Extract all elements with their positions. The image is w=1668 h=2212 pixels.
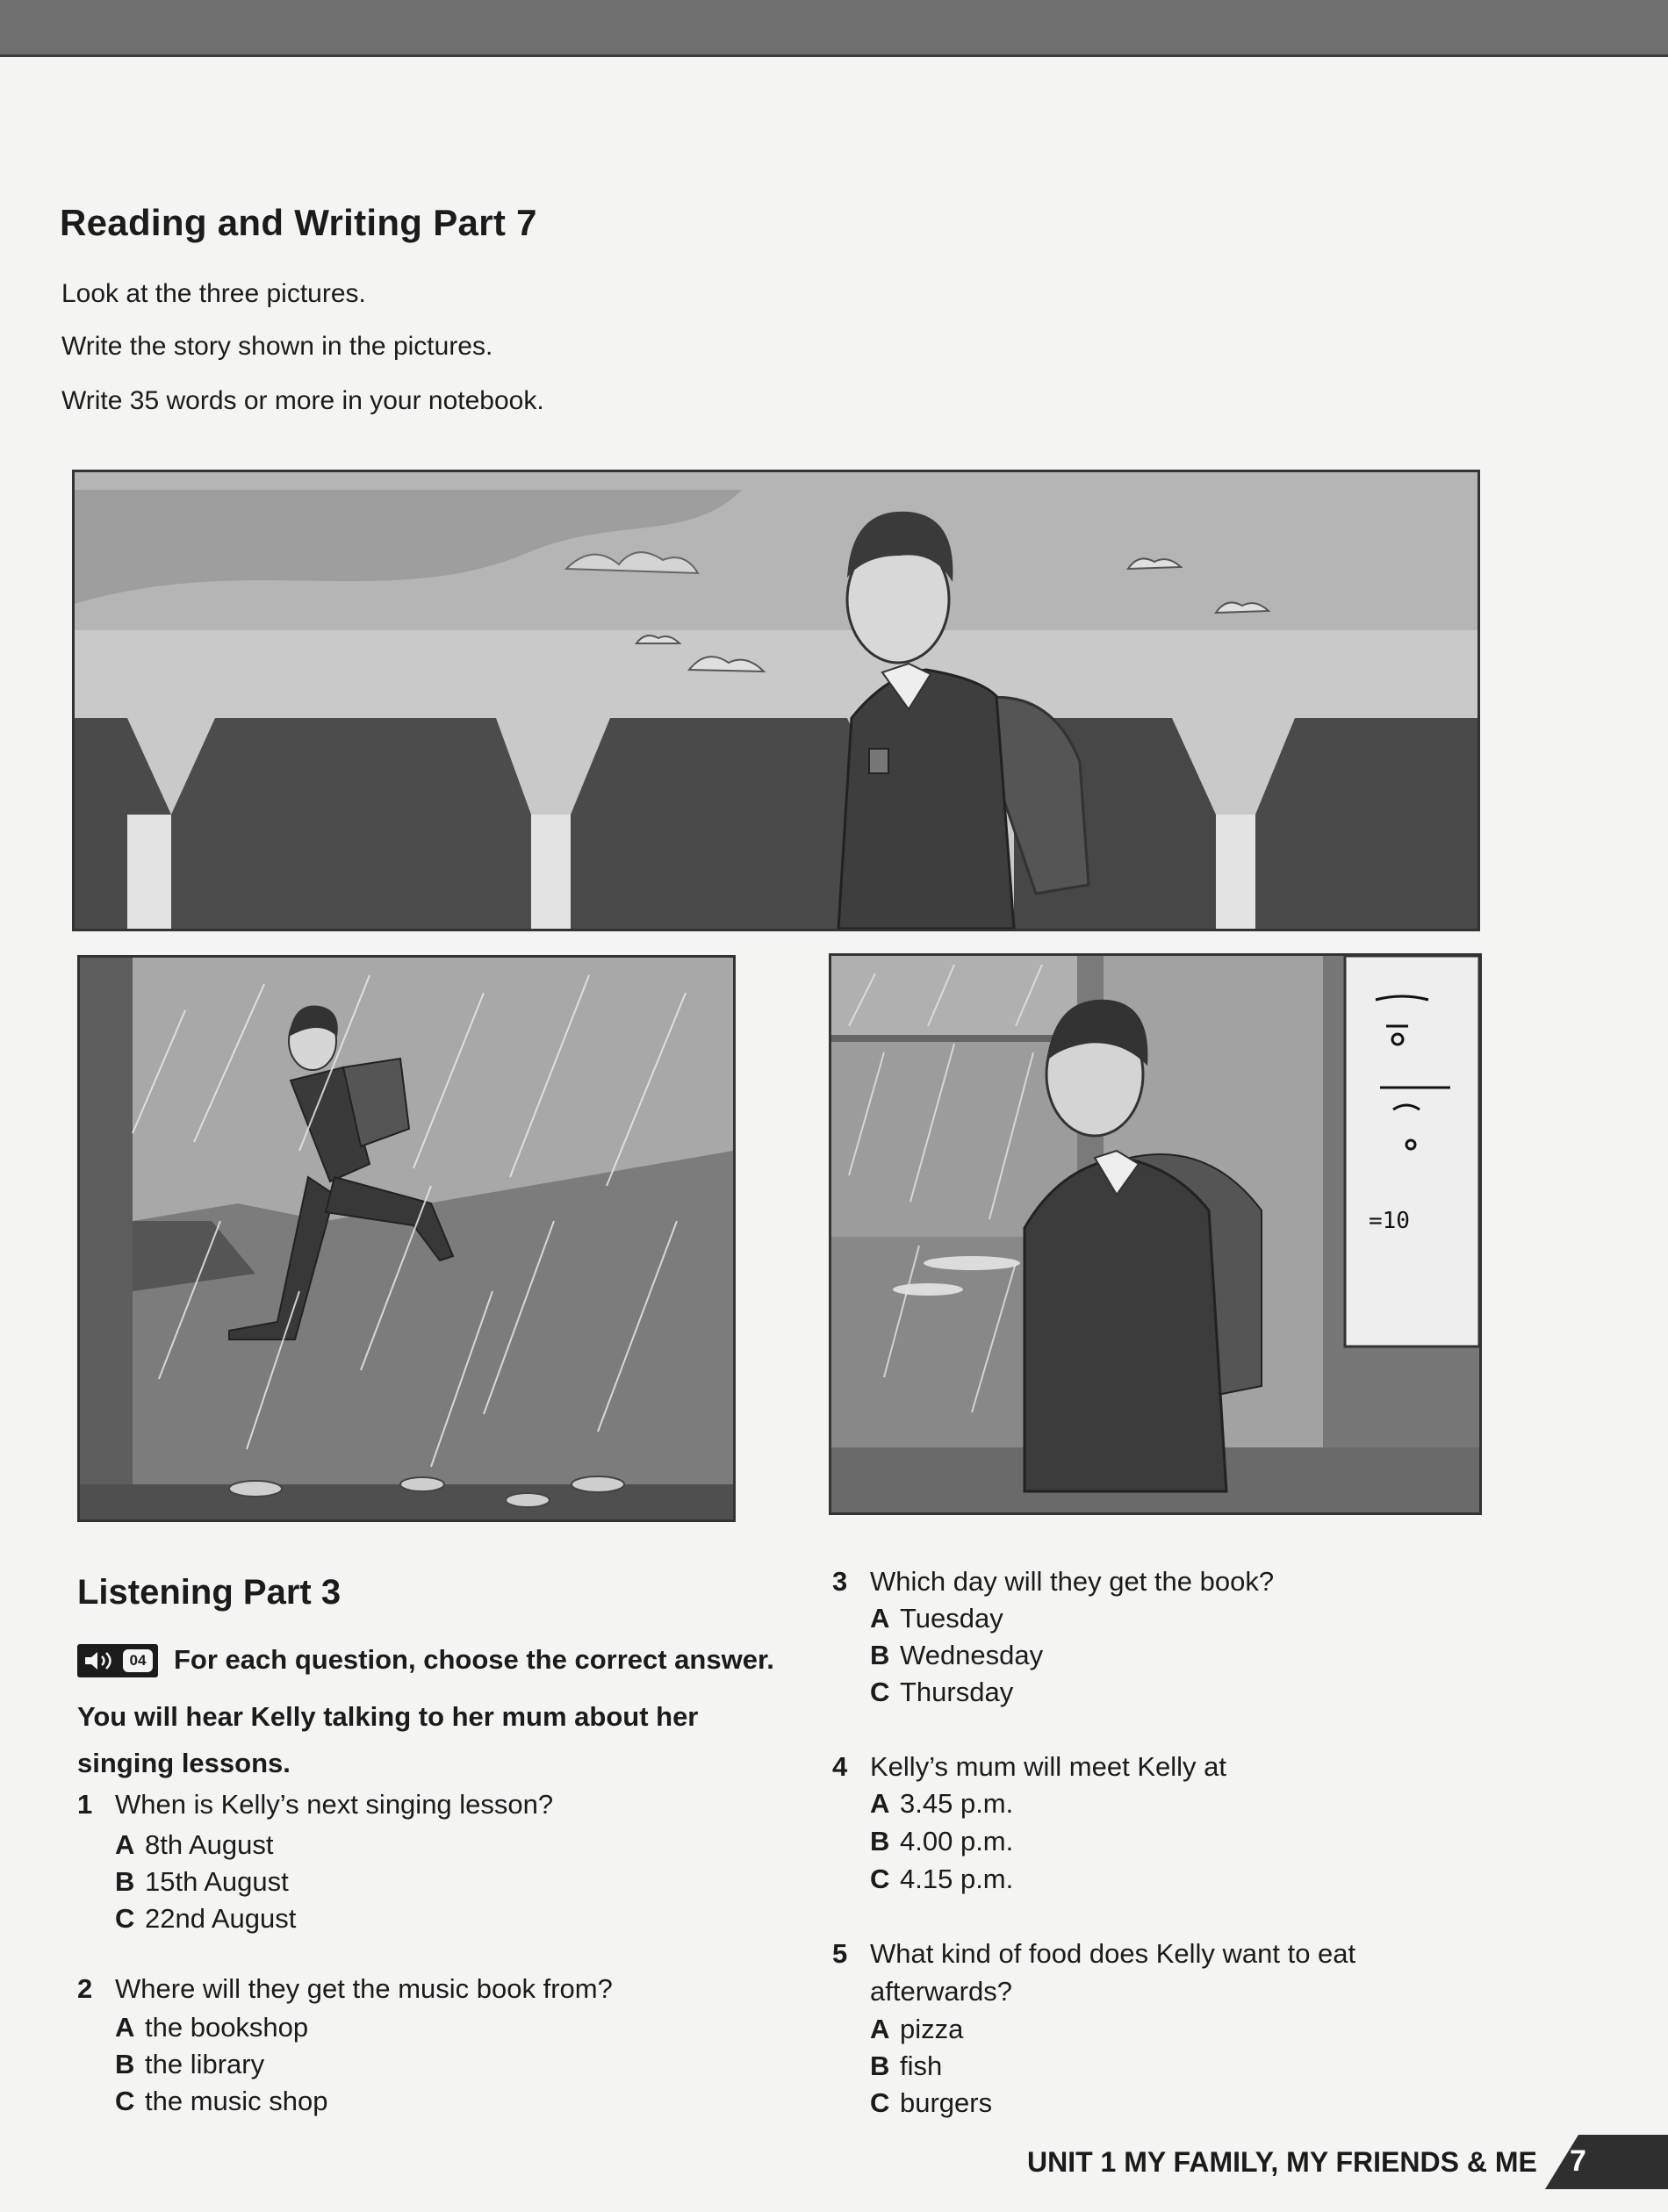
section-title-listening: Listening Part 3: [77, 1573, 342, 1612]
track-number: 04: [123, 1649, 153, 1672]
question-number: 4: [832, 1751, 848, 1782]
option-a[interactable]: A the bookshop: [115, 2012, 309, 2043]
option-a[interactable]: A Tuesday: [870, 1603, 1003, 1634]
option-c[interactable]: C 4.15 p.m.: [870, 1864, 1014, 1894]
speaker-icon: [83, 1649, 118, 1672]
question-text-continued: afterwards?: [870, 1976, 1012, 2007]
option-c[interactable]: C the music shop: [115, 2086, 328, 2116]
instruction-line-3: Write 35 words or more in your notebook.: [61, 386, 544, 415]
option-a[interactable]: A 8th August: [115, 1829, 274, 1860]
question-text: Kelly’s mum will meet Kelly at: [870, 1751, 1226, 1782]
option-c[interactable]: C 22nd August: [115, 1903, 297, 1934]
question-number: 1: [77, 1789, 93, 1820]
question-text: What kind of food does Kelly want to eat: [870, 1938, 1356, 1969]
option-a[interactable]: A pizza: [870, 2014, 964, 2044]
page-number: 7: [1570, 2144, 1586, 2178]
question-number: 3: [832, 1566, 848, 1597]
option-b[interactable]: B fish: [870, 2050, 943, 2081]
picture-2-illustration: [80, 958, 733, 1519]
question-number: 5: [832, 1938, 848, 1969]
page-tab: [1545, 2135, 1668, 2189]
question-text: When is Kelly’s next singing lesson?: [115, 1789, 554, 1820]
option-c[interactable]: C Thursday: [870, 1677, 1014, 1707]
audio-track-badge[interactable]: [77, 1644, 158, 1677]
picture-3-boy-at-window: [829, 953, 1482, 1515]
picture-3-illustration: [831, 956, 1479, 1512]
question-number: 2: [77, 1973, 93, 2004]
board-text: =10: [1369, 1208, 1410, 1234]
option-b[interactable]: B the library: [115, 2049, 265, 2079]
instruction-line-1: Look at the three pictures.: [61, 279, 366, 308]
listening-intro: [77, 1693, 709, 1786]
option-b[interactable]: B Wednesday: [870, 1640, 1044, 1670]
instruction-line-2: Write the story shown in the pictures.: [61, 332, 493, 361]
option-b[interactable]: B 4.00 p.m.: [870, 1826, 1014, 1856]
unit-footer: UNIT 1 MY FAMILY, MY FRIENDS & ME: [1027, 2146, 1537, 2178]
listening-intro-line-2: singing lessons.: [77, 1748, 291, 1778]
picture-1-illustration: [75, 472, 1477, 929]
option-a[interactable]: A 3.45 p.m.: [870, 1788, 1014, 1819]
top-band: [0, 0, 1668, 57]
section-title-reading-writing: Reading and Writing Part 7: [60, 202, 537, 243]
question-text: Which day will they get the book?: [870, 1566, 1275, 1597]
picture-1-boy-walking: [72, 470, 1480, 931]
option-b[interactable]: B 15th August: [115, 1866, 289, 1897]
question-text: Where will they get the music book from?: [115, 1973, 613, 2004]
listening-instruction: For each question, choose the correct answer.: [174, 1644, 774, 1675]
listening-intro-line-1: You will hear Kelly talking to her mum about her: [77, 1701, 699, 1732]
picture-2-boy-running-in-rain: [77, 955, 736, 1522]
option-c[interactable]: C burgers: [870, 2087, 993, 2118]
